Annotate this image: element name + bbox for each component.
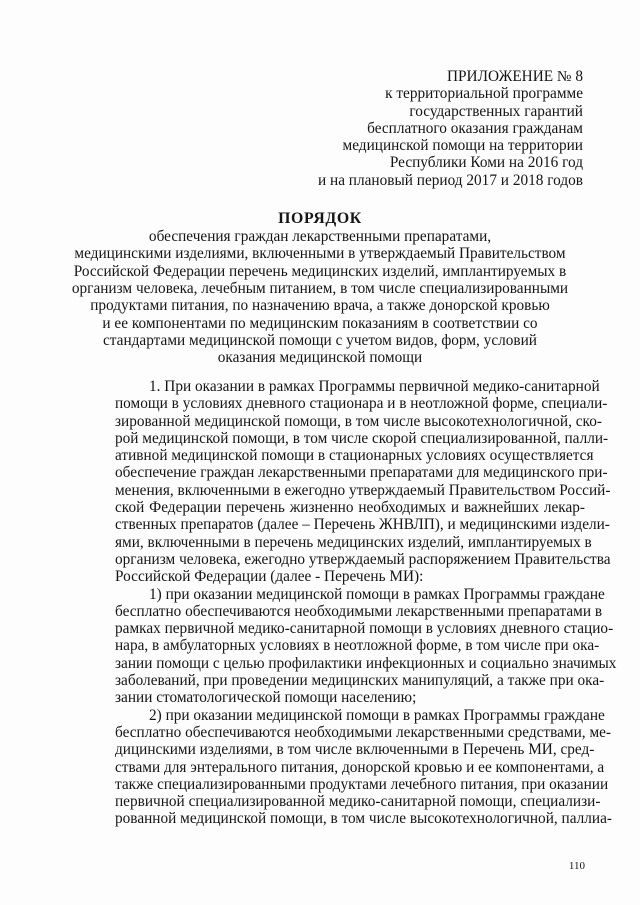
paragraph-3-line: первичной специализированной медико-санитарной помощи, специализи- [115, 793, 601, 811]
document-title: ПОРЯДОК [278, 210, 362, 227]
paragraph-3-line: ствами для энтерального питания, донорской кровью и ее компонентами, а [115, 758, 605, 776]
paragraph-3-line: дицинскими изделиями, в том числе включенными в Перечень МИ, сред- [115, 741, 595, 759]
appendix-line: Республики Коми на 2016 год [389, 154, 583, 172]
subtitle-line: обеспечения граждан лекарственными препаратами, [148, 228, 492, 245]
paragraph-1-line: Российской Федерации (далее - Перечень МИ): [115, 568, 424, 586]
subtitle-line: стандартами медицинской помощи с учетом видов, форм, условий [103, 332, 537, 350]
appendix-line: ПРИЛОЖЕНИЕ № 8 [446, 68, 583, 85]
paragraph-1-line: ями, включенными в перечень медицинских изделий, имплантируемых в [115, 533, 592, 551]
page-number: 110 [568, 860, 585, 872]
paragraph-1-line: обеспечение граждан лекарственными препаратами для медицинского при- [115, 464, 608, 482]
subtitle-line: организм человека, лечебным питанием, в том числе специализированными [71, 280, 569, 298]
paragraph-1-line: зированной медицинской помощи, в том числе высокотехнологичной, ско- [115, 412, 602, 430]
paragraph-1-line: помощи в условиях дневного стационара и в неотложной форме, специали- [115, 395, 608, 413]
paragraph-1-line: рой медицинской помощи, в том числе скорой специализированной, палли- [115, 429, 609, 447]
subtitle-line: и ее компонентами по медицинским показаниям в соответствии со [102, 314, 538, 332]
paragraph-3-line: бесплатно обеспечиваются необходимыми лекарственными средствами, ме- [115, 723, 612, 741]
subtitle-line: медицинскими изделиями, включенными в утверждаемый Правительством [74, 245, 566, 263]
paragraph-1-line: ской Федерации перечень жизненно необходимых и важнейших лекар- [115, 499, 585, 517]
paragraph-3-line: рованной медицинской помощи, в том числе высокотехнологичной, паллиа- [115, 810, 612, 828]
paragraph-2-line: зании помощи с целью профилактики инфекционных и социально значимых [115, 654, 617, 672]
paragraph-2-line: зании стоматологической помощи населению; [115, 689, 417, 707]
appendix-header [300, 68, 583, 189]
paragraph-1-line: ативной медицинской помощи в стационарных условиях осуществляется [115, 447, 594, 465]
paragraph-3-line: также специализированными продуктами лечебного питания, при оказании [115, 775, 609, 793]
paragraph-1-line: менения, включенными в ежегодно утверждаемый Правительством Россий- [115, 481, 611, 499]
appendix-line: и на плановый период 2017 и 2018 годов [318, 171, 583, 189]
appendix-line: бесплатного оказания гражданам [367, 119, 583, 137]
appendix-line: к территориальной программе [385, 85, 583, 103]
paragraph-3-line: 2) при оказании медицинской помощи в рамках Программы граждане [149, 706, 605, 724]
appendix-line: государственных гарантий [409, 102, 583, 120]
paragraph-2-line: бесплатно обеспечиваются необходимыми лекарственными препаратами в [115, 602, 603, 620]
paragraph-2-line: нара, в амбулаторных условиях в неотложной форме, в том числе при ока- [115, 637, 600, 655]
subtitle-line: Российской Федерации перечень медицинских изделий, имплантируемых в [73, 262, 567, 280]
subtitle-line: продуктами питания, по назначению врача, а также донорской кровью [90, 297, 550, 315]
paragraph-2-line: 1) при оказании медицинской помощи в рамках Программы граждане [149, 585, 605, 603]
subtitle-line: оказания медицинской помощи [217, 349, 423, 367]
paragraph-2-line: заболеваний, при проведении медицинских манипуляций, а также при ока- [115, 672, 605, 690]
paragraph-1-line: организм человека, ежегодно утверждаемый распоряжением Правительства [115, 550, 611, 568]
paragraph-2-line: рамках первичной медико-санитарной помощи в условиях дневного стацио- [115, 620, 614, 638]
body-text [115, 378, 617, 828]
document-subtitle [70, 228, 570, 367]
paragraph-1-line: 1. При оказании в рамках Программы первичной медико-санитарной [149, 378, 600, 395]
paragraph-1-line: ственных препаратов (далее – Перечень ЖНВЛП), и медицинскими издели- [115, 516, 610, 534]
appendix-line: медицинской помощи на территории [342, 137, 583, 155]
